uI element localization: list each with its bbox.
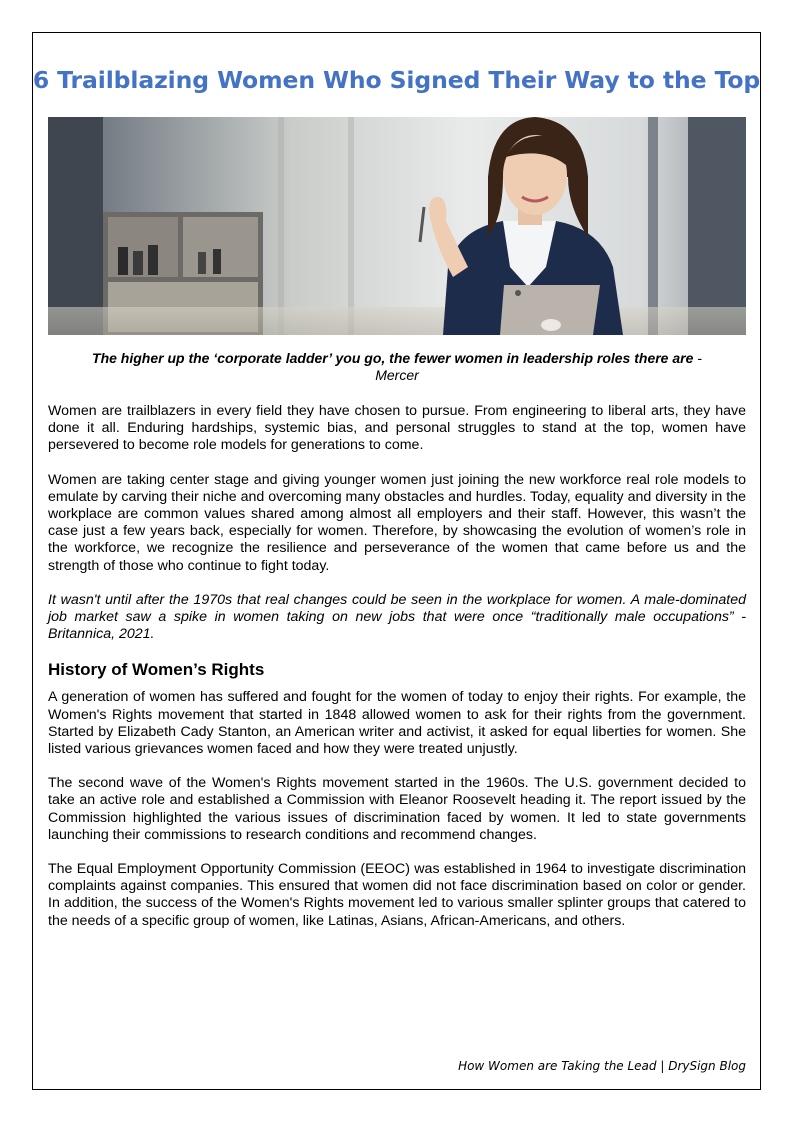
caption-quote: The higher up the ‘corporate ladder’ you go, the fewer women in leadership roles there are	[92, 350, 694, 366]
hero-illustration	[48, 117, 746, 335]
history-heading: History of Women’s Rights	[48, 660, 265, 680]
caption-source: Mercer	[375, 367, 419, 383]
image-caption	[48, 350, 746, 384]
intro-quote: It wasn't until after the 1970s that real changes could be seen in the workplace for women. A male-dominated job market saw a spike in women taking on new jobs that were once “traditionally male occupations” - Britannica, 2021.	[48, 591, 746, 643]
article-title: 6 Trailblazing Women Who Signed Their Way to the Top	[32, 66, 761, 94]
page-footer: How Women are Taking the Lead | DrySign Blog	[458, 1059, 746, 1073]
intro-paragraph-2: Women are taking center stage and giving younger women just joining the new workforce real role models to emulate by carving their niche and overcoming many obstacles and hurdles. Today, equality and diversity in the workplace are common values shared among almost all employers and their staff. However, this wasn’t the case just a few years back, especially for women. Therefore, by showcasing the evolution of women’s role in the workforce, we recognize the resilience and perseverance of the women that came before us and the strength of those who continue to fight today.	[48, 471, 746, 574]
history-paragraph-2: The second wave of the Women's Rights movement started in the 1960s. The U.S. government decided to take an active role and established a Commission with Eleanor Roosevelt heading it. The report issued by the Commission highlighted the various issues of discrimination faced by women. It led to state governments launching their commissions to research conditions and recommend changes.	[48, 775, 746, 843]
history-paragraph-3: The Equal Employment Opportunity Commission (EEOC) was established in 1964 to investigate discrimination complaints against companies. This ensured that women did not face discrimination based on color or gender. In addition, the success of the Women's Rights movement led to various smaller splinter groups that catered to the needs of a specific group of women, like Latinas, Asians, African-Americans, and others.	[48, 861, 746, 929]
intro-paragraph-1: Women are trailblazers in every field they have chosen to pursue. From engineering to liberal arts, they have done it all. Enduring hardships, systemic bias, and personal struggles to stand at the top, women have persevered to become role models for generations to come.	[48, 403, 746, 454]
history-paragraph-1: A generation of women has suffered and fought for the women of today to enjoy their rights. For example, the Women's Rights movement that started in 1848 allowed women to ask for their rights from the government. Started by Elizabeth Cady Stanton, an American writer and activist, it asked for equal liberties for women. She listed various grievances women faced and how they were treated unjustly.	[48, 689, 746, 758]
article-body	[48, 403, 746, 947]
caption-separator: -	[693, 350, 702, 366]
hero-image	[48, 117, 746, 335]
